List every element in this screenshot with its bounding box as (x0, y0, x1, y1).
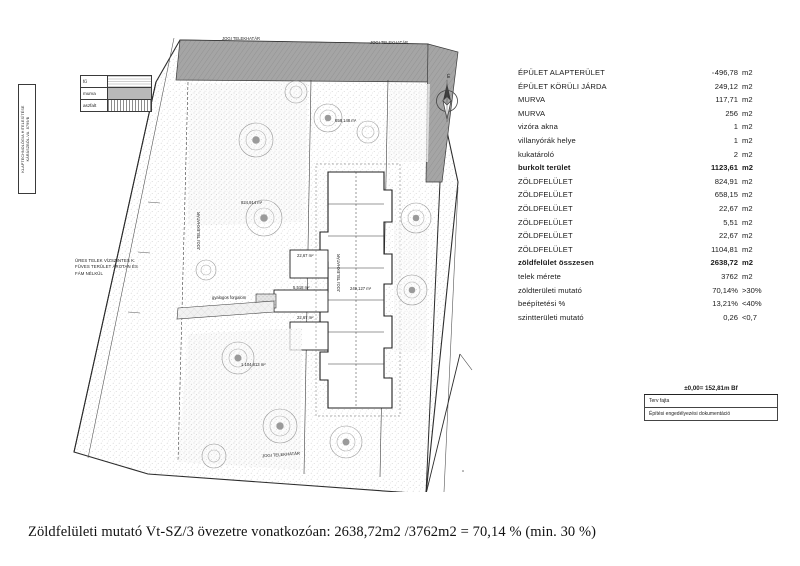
row-value: 824,91 (714, 176, 738, 186)
row-value: 22,67 (718, 231, 738, 241)
row-name: MURVA (518, 95, 546, 105)
row-unit: >30% (742, 285, 762, 295)
legend-swatch-grass (108, 76, 151, 87)
row-unit: m2 (742, 95, 753, 105)
material-legend (80, 75, 152, 112)
row-unit: <40% (742, 299, 762, 309)
plan-label-building-room-2: 22,67 m² (297, 315, 314, 320)
table-row (518, 190, 768, 204)
row-unit: m2 (742, 149, 753, 159)
row-name: ZÖLDFELÜLET (518, 231, 573, 241)
row-unit: m2 (742, 176, 753, 186)
table-row (518, 204, 768, 218)
row-name: ZÖLDFELÜLET (518, 244, 573, 254)
table-row-total-green (518, 258, 768, 272)
elevation-datum: ±0,00= 152,81m Bf (644, 385, 778, 395)
row-unit: m2 (742, 203, 753, 213)
title-block-row-value: Építési engedélyezési dokumentáció (644, 408, 778, 421)
row-unit: m2 (742, 190, 753, 200)
row-name: ZÖLDFELÜLET (518, 203, 573, 213)
row-name: kukatároló (518, 149, 555, 159)
row-name: ÉPÜLET KÖRÜLI JÁRDA (518, 81, 607, 91)
row-unit: m2 (742, 108, 753, 118)
row-value: 22,67 (718, 203, 738, 213)
table-row (518, 177, 768, 191)
row-value: 256 (725, 108, 738, 118)
scan-speck (712, 72, 714, 74)
row-value: 2638,72 (710, 258, 738, 268)
left-stamp-line-2: KÁRÁSZBÓL-VA. 8799/B (25, 116, 30, 162)
plan-label-parcel-area-2: 1 104,813 m² (241, 362, 266, 367)
table-row (518, 231, 768, 245)
row-name: zöldterületi mutató (518, 285, 582, 295)
row-name: MURVA (518, 108, 546, 118)
legend-label-gravel: murva (81, 88, 108, 99)
plan-label-building-room-3: 5,518 m² (293, 285, 310, 290)
plan-label-parcel-area-4: 249,127 m² (350, 286, 372, 291)
row-name: villanyórák helye (518, 135, 576, 145)
row-unit: m2 (742, 68, 753, 77)
plan-label-street-right: JOGI TELEKHATÁR (336, 253, 341, 292)
row-name: telek mérete (518, 271, 561, 281)
row-value: 1 (733, 122, 738, 132)
row-unit: m2 (742, 258, 753, 268)
legend-label-grass: fű (81, 76, 108, 87)
row-value: 5,51 (723, 217, 738, 227)
table-row (518, 272, 768, 286)
table-row (518, 286, 768, 300)
row-name: ZÖLDFELÜLET (518, 217, 573, 227)
row-name: ZÖLDFELÜLET (518, 190, 573, 200)
scan-speck (462, 470, 464, 472)
plan-label-street-left: JOGI TELEKHATÁR (196, 211, 201, 250)
plan-label-street-bottom: JOGI TELEKHATÁR (261, 450, 301, 459)
table-row (518, 82, 768, 96)
row-name: ZÖLDFELÜLET (518, 176, 573, 186)
table-row (518, 136, 768, 150)
legend-label-asphalt: aszfalt (81, 100, 108, 111)
table-row (518, 245, 768, 259)
row-unit: m2 (742, 135, 753, 145)
left-certification-stamp (18, 84, 36, 194)
row-unit: m2 (742, 163, 753, 173)
row-unit: m2 (742, 231, 753, 241)
table-row-total-paved (518, 163, 768, 177)
row-unit: m2 (742, 271, 753, 281)
north-letter: É (447, 74, 451, 80)
plan-label-gravel-path: gyalogos forgalom (212, 295, 247, 300)
row-unit: m2 (742, 217, 753, 227)
table-row (518, 313, 768, 327)
plan-label-parcel-area-3: 658,148 m² (335, 118, 357, 123)
row-value: 658,15 (714, 190, 738, 200)
table-row (518, 218, 768, 232)
street-asphalt-top (176, 40, 432, 82)
table-row (518, 68, 768, 82)
plan-label-street-top-left: JOGI TELEKHATÁR (222, 36, 261, 41)
row-value: 117,71 (715, 95, 738, 105)
row-value: 3762 (721, 271, 738, 281)
plan-label-building-room-1: 22,67 m² (297, 253, 314, 258)
legend-row-gravel (80, 87, 152, 99)
row-value: 2 (733, 149, 738, 159)
row-value: 0,26 (723, 312, 738, 322)
row-value: 249,12 (714, 81, 738, 91)
row-value: 496,78 (714, 68, 738, 77)
table-row (518, 299, 768, 313)
row-value: 1 (733, 135, 738, 145)
row-name: ÉPÜLET ALAPTERÜLET (518, 68, 605, 77)
row-unit: m2 (742, 244, 753, 254)
plan-note-empty-plot: ÜRES TELEK VÍZSZINTES K. FÜVES TERÜLET ÁROTAN ÉS FÁM NÉLKÜL (75, 258, 138, 276)
north-arrow-icon (432, 78, 462, 124)
row-value: 70,14% (712, 285, 738, 295)
plan-label-parcel-area-1: 824,914 m² (241, 200, 263, 205)
table-row (518, 109, 768, 123)
table-row (518, 150, 768, 164)
title-block (644, 385, 778, 421)
row-unit: <0,7 (742, 312, 757, 322)
row-value: 1104,81 (711, 244, 738, 254)
row-unit: m2 (742, 81, 753, 91)
table-row (518, 95, 768, 109)
title-block-row-label: Terv fajta (644, 395, 778, 408)
table-row (518, 122, 768, 136)
page-caption: Zöldfelületi mutató Vt-SZ/3 övezetre vonatkozóan: 2638,72m2 /3762m2 = 70,14 % (min. 30 %) (28, 524, 597, 540)
row-value: 13,21% (712, 299, 738, 309)
legend-swatch-asphalt (108, 100, 151, 111)
row-name: zöldfelület összesen (518, 258, 594, 268)
plan-label-street-top-right: JOGI TELEKHATÁR (370, 40, 409, 45)
row-value: 1123,61 (710, 163, 738, 173)
legend-row-asphalt (80, 99, 152, 112)
row-name: beépítetési % (518, 299, 566, 309)
row-name: vizóra akna (518, 122, 558, 132)
row-name: burkolt terület (518, 163, 571, 173)
legend-swatch-gravel (108, 88, 151, 99)
row-unit: m2 (742, 122, 753, 132)
area-summary-table (518, 68, 768, 326)
row-name: szintterületi mutató (518, 312, 584, 322)
legend-row-grass (80, 75, 152, 87)
left-stamp-line-1: KLAPTECHNOLÓGIA HITELESÍTÉSE (21, 105, 25, 173)
